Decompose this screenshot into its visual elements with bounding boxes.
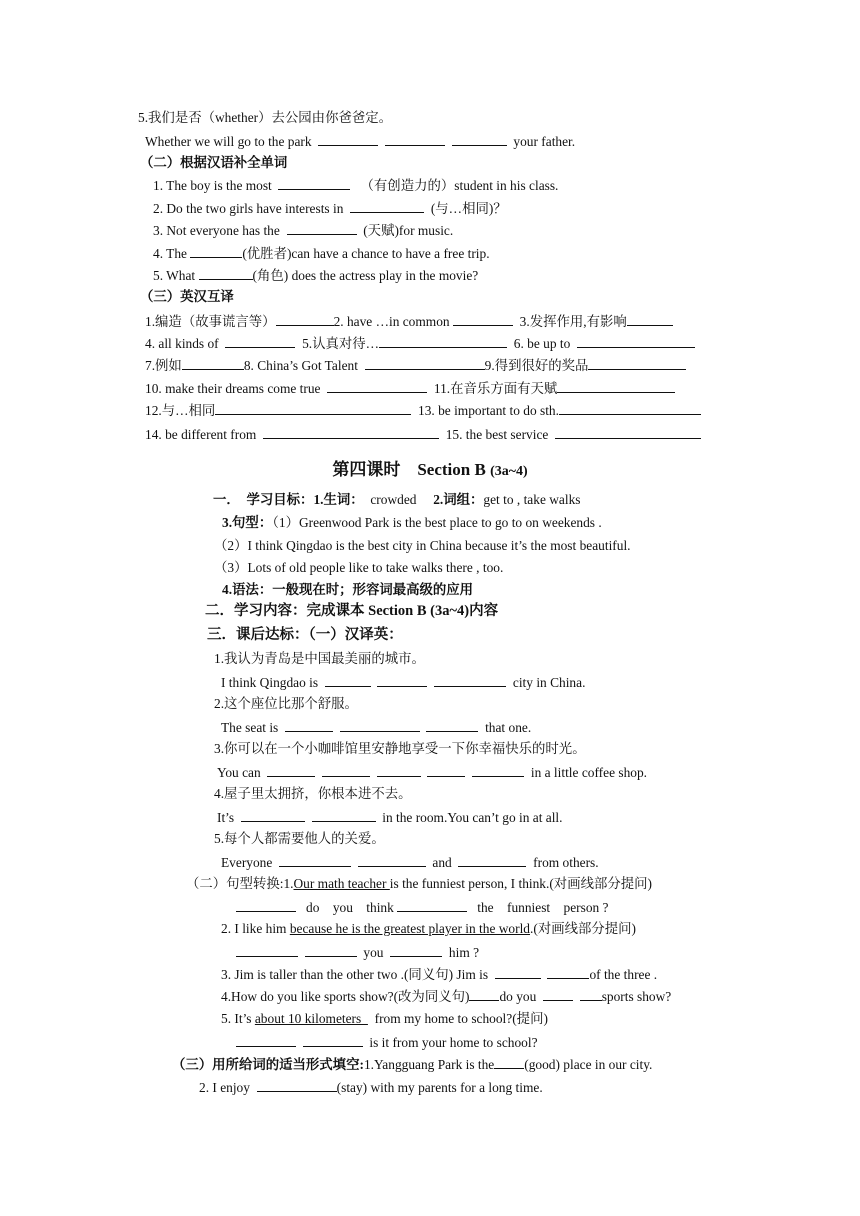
grammar: 4.语法：一般现在时；形容词最高级的应用: [222, 582, 474, 597]
blank[interactable]: [241, 809, 305, 822]
c3-cn: 3.你可以在一个小咖啡馆里安静地享受一下你幸福快乐的时光。: [214, 741, 586, 756]
c1-en: I think Qingdao is city in China.: [221, 675, 586, 690]
blank[interactable]: [452, 133, 507, 146]
blank[interactable]: [257, 1079, 337, 1092]
lesson-title: 第四课时 Section B (3a~4): [332, 460, 528, 479]
blank[interactable]: [276, 313, 334, 326]
blank[interactable]: [557, 380, 675, 393]
translate-row: 4. all kinds of 5.认真对待… 6. be up to: [145, 335, 695, 352]
section-title: （三）英汉互译: [140, 289, 234, 304]
blank[interactable]: [279, 854, 351, 867]
blank[interactable]: [278, 177, 350, 190]
blank[interactable]: [588, 357, 686, 370]
pattern-3: （3）Lots of old people like to take walks there , too.: [214, 560, 504, 575]
blank[interactable]: [263, 426, 439, 439]
list-item: 4. The (优胜者)can have a chance to have a free trip.: [153, 246, 490, 261]
translate-row: 10. make their dreams come true 11.在音乐方面有天赋: [145, 380, 675, 397]
c4-en: It’s in the room.You can’t go in at all.: [217, 810, 563, 825]
c1-cn: 1.我认为青岛是中国最美丽的城市。: [214, 651, 425, 666]
q5-en: Whether we will go to the park your father.: [145, 134, 576, 149]
blank[interactable]: [580, 988, 602, 1001]
blank[interactable]: [385, 133, 445, 146]
blank[interactable]: [358, 854, 426, 867]
pattern-2: （2）I think Qingdao is the best city in China because it’s the most beautiful.: [214, 538, 631, 553]
c5-en: Everyone and from others.: [221, 855, 599, 870]
list-item: 2. Do the two girls have interests in (与…相同)？: [153, 201, 507, 216]
blank[interactable]: [365, 357, 485, 370]
blank[interactable]: [390, 944, 442, 957]
rewrite-1-answer: do you think the funniest person ?: [236, 899, 609, 916]
translate-row: 14. be different from 15. the best service: [145, 426, 701, 443]
blank[interactable]: [236, 1034, 296, 1047]
blank[interactable]: [577, 335, 695, 348]
list-item: 5. What (角色) does the actress play in the movie?: [153, 268, 479, 283]
blank[interactable]: [397, 899, 467, 912]
blank[interactable]: [215, 402, 411, 415]
learning-content: 二．学习内容：完成课本 Section B (3a~4)内容: [205, 603, 499, 619]
blank[interactable]: [182, 357, 244, 370]
blank[interactable]: [350, 200, 424, 213]
blank[interactable]: [543, 988, 573, 1001]
translate-row: 1.编造（故事谎言等） 2. have …in common 3.发挥作用,有影响: [145, 313, 673, 330]
blank[interactable]: [472, 764, 524, 777]
q5-cn: 5.我们是否（whether）去公园由你爸爸定。: [138, 110, 393, 125]
translate-row: 7.例如 8. China’s Got Talent 9.得到很好的奖品: [145, 357, 686, 374]
blank[interactable]: [453, 313, 513, 326]
c5-cn: 5.每个人都需要他人的关爱。: [214, 831, 385, 846]
blank[interactable]: [434, 674, 506, 687]
c4-cn: 4.屋子里太拥挤，你根本进不去。: [214, 786, 412, 801]
list-item: 1. The boy is the most （有创造力的）student in his class.: [153, 178, 559, 193]
c3-en: You can in a little coffee shop.: [217, 765, 648, 780]
blank[interactable]: [267, 764, 315, 777]
blank[interactable]: [322, 764, 370, 777]
section-title: （二）根据汉语补全单词: [140, 155, 288, 170]
blank[interactable]: [285, 719, 333, 732]
blank[interactable]: [236, 944, 298, 957]
blank[interactable]: [199, 267, 253, 280]
rewrite-2-answer: you him ?: [236, 944, 479, 961]
blank[interactable]: [190, 245, 242, 258]
blank[interactable]: [377, 674, 427, 687]
fill-1: （三）用所给词的适当形式填空:1.Yangguang Park is the (good) place in our city.: [172, 1057, 653, 1072]
blank[interactable]: [494, 1056, 524, 1069]
c2-en: The seat is that one.: [221, 720, 532, 735]
blank[interactable]: [377, 764, 421, 777]
blank[interactable]: [325, 674, 371, 687]
rewrite-5: 5. It’s about 10 kilometers from my home to school?(提问): [221, 1011, 548, 1026]
blank[interactable]: [327, 380, 427, 393]
blank[interactable]: [426, 719, 478, 732]
blank[interactable]: [559, 402, 701, 415]
pattern-1: 3.句型：（1）Greenwood Park is the best place to go to on weekends .: [222, 515, 602, 530]
blank[interactable]: [303, 1034, 363, 1047]
blank[interactable]: [312, 809, 376, 822]
blank[interactable]: [318, 133, 378, 146]
rewrite-4: 4.How do you like sports show?(改为同义句) do you sports show?: [221, 989, 672, 1004]
rewrite-3: 3. Jim is taller than the other two .(同义句) Jim is of the three .: [221, 967, 658, 982]
rewrite-5-answer: is it from your home to school?: [236, 1034, 538, 1051]
translate-row: 12.与…相同 13. be important to do sth.: [145, 402, 701, 419]
rewrite-1: （二）句型转换:1.Our math teacher is the funniest person, I think.(对画线部分提问): [186, 876, 652, 891]
rewrite-2: 2. I like him because he is the greatest player in the world.(对画线部分提问): [221, 921, 637, 936]
after-class-title: 三．课后达标：（一）汉译英：: [207, 627, 403, 643]
blank[interactable]: [495, 966, 541, 979]
blank[interactable]: [555, 426, 701, 439]
fill-2: 2. I enjoy (stay) with my parents for a long time.: [199, 1080, 543, 1095]
blank[interactable]: [547, 966, 589, 979]
blank[interactable]: [305, 944, 357, 957]
c2-cn: 2.这个座位比那个舒服。: [214, 696, 358, 711]
blank[interactable]: [236, 899, 296, 912]
blank[interactable]: [427, 764, 465, 777]
blank[interactable]: [458, 854, 526, 867]
list-item: 3. Not everyone has the (天赋)for music.: [153, 223, 454, 238]
blank[interactable]: [379, 335, 507, 348]
blank[interactable]: [287, 222, 357, 235]
blank[interactable]: [225, 335, 295, 348]
blank[interactable]: [469, 988, 499, 1001]
blank[interactable]: [340, 719, 420, 732]
blank[interactable]: [627, 313, 673, 326]
learning-goals: 一． 学习目标：1.生词： crowded 2.词组：get to , take walks: [213, 492, 581, 507]
